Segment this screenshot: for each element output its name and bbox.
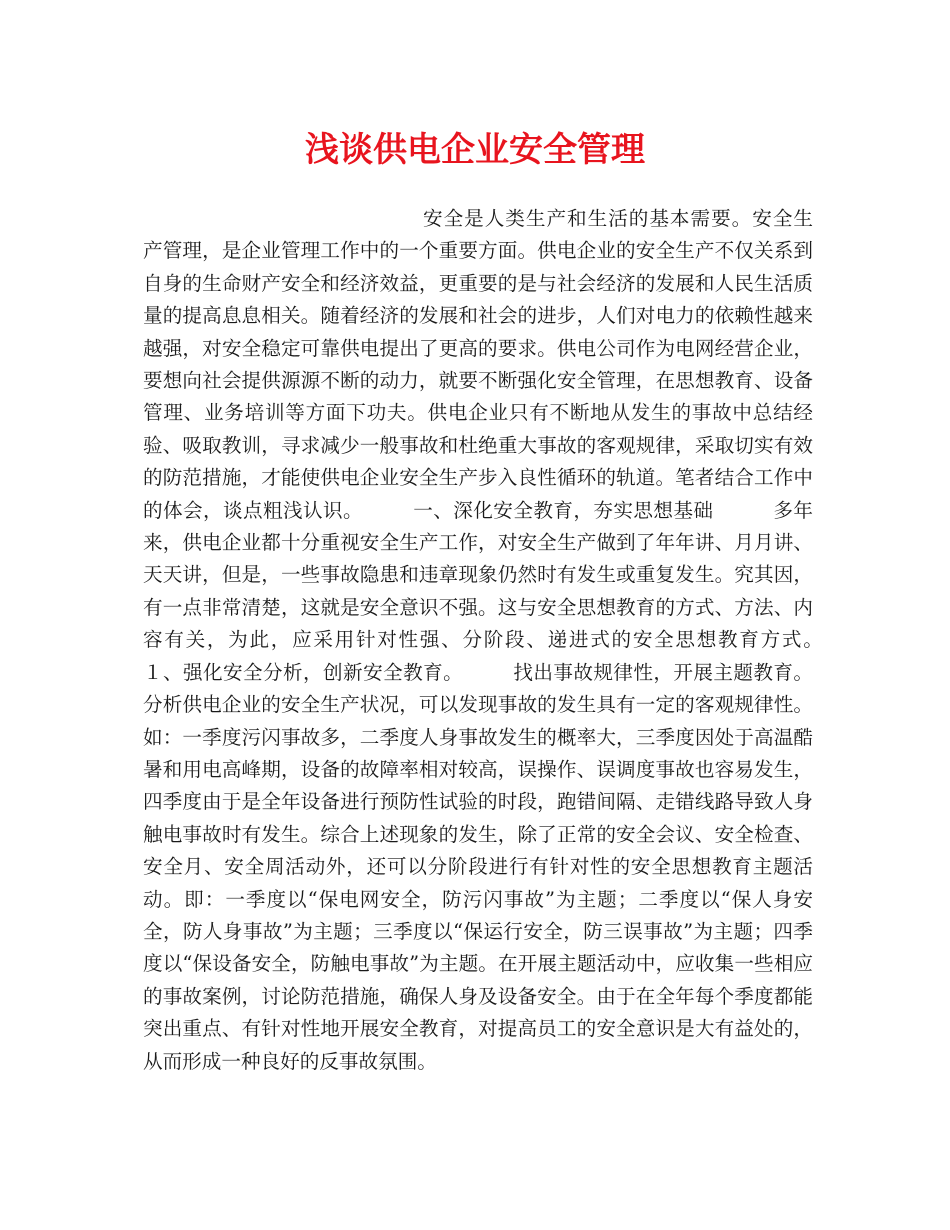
document-title: 浅谈供电企业安全管理: [305, 130, 645, 170]
document-body-paragraph: 安全是人类生产和生活的基本需要。安全生产管理，是企业管理工作中的一个重要方面。供电企业的安全生产不仅关系到自身的生命财产安全和经济效益，更重要的是与社会经济的发展和人民生活质量的提高息息相关。随着经济的发展和社会的进步，人们对电力的依赖性越来越强，对安全稳定可靠供电提出了更高的要求。供电公司作为电网经营企业，要想向社会提供源源不断的动力，就要不断强化安全管理，在思想教育、设备管理、业务培训等方面下功夫。供电企业只有不断地从发生的事故中总结经验、吸取教训，寻求减少一般事故和杜绝重大事故的客观规律，采取切实有效的防范措施，才能使供电企业安全生产步入良性循环的轨道。笔者结合工作中的体会，谈点粗浅认识。 一、深化安全教育，夯实思想基础 多年来，供电企业都十分重视安全生产工作，对安全生产做到了年年讲、月月讲、天天讲，但是，一些事故隐患和违章现象仍然时有发生或重复发生。究其因，有一点非常清楚，这就是安全意识不强。这与安全思想教育的方式、方法、内容有关，为此，应采用针对性强、分阶段、递进式的安全思想教育方式。 １、强化安全分析，创新安全教育。 找出事故规律性，开展主题教育。分析供电企业的安全生产状况，可以发现事故的发生具有一定的客观规律性。如：一季度污闪事故多，二季度人身事故发生的概率大，三季度因处于高温酷暑和用电高峰期，设备的故障率相对较高，误操作、误调度事故也容易发生，四季度由于是全年设备进行预防性试验的时段，跑错间隔、走错线路导致人身触电事故时有发生。综合上述现象的发生，除了正常的安全会议、安全检查、安全月、安全周活动外，还可以分阶段进行有针对性的安全思想教育主题活动。即：一季度以“保电网安全，防污闪事故”为主题；二季度以“保人身安全，防人身事故”为主题；三季度以“保运行安全，防三误事故”为主题；四季度以“保设备安全，防触电事故”为主题。在开展主题活动中，应收集一些相应的事故案例，讨论防范措施，确保人身及设备安全。由于在全年每个季度都能突出重点、有针对性地开展安全教育，对提高员工的安全意识是大有益处的，从而形成一种良好的反事故氛围。: [143, 207, 872, 1073]
